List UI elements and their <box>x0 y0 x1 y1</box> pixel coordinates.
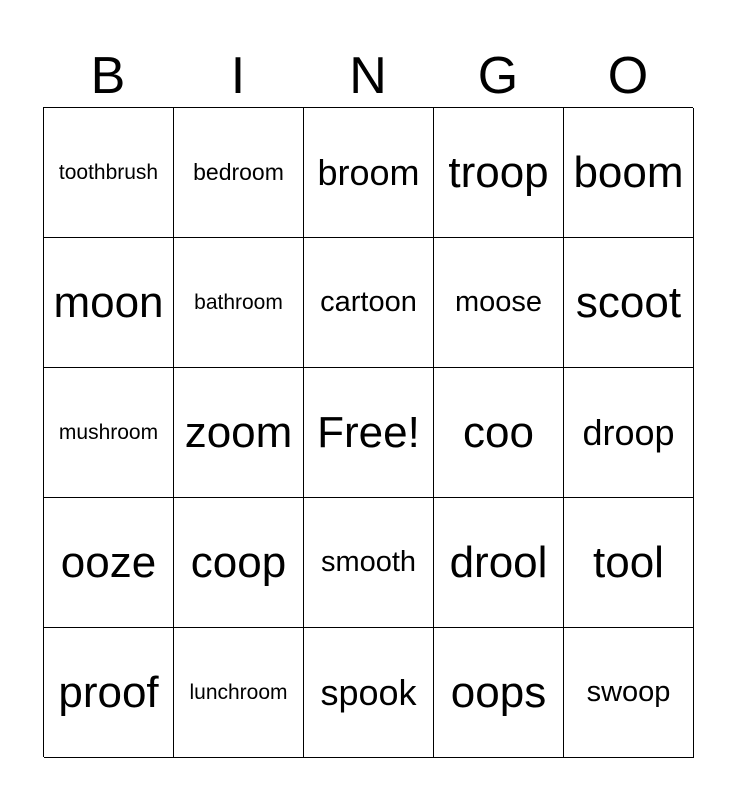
bingo-cell[interactable]: mushroom <box>44 368 174 498</box>
header-letter-g: G <box>477 47 519 105</box>
bingo-cell[interactable]: moon <box>44 238 174 368</box>
bingo-cell-free[interactable]: Free! <box>304 368 434 498</box>
header-letter-i: I <box>230 47 246 105</box>
bingo-cell[interactable]: boom <box>564 108 694 238</box>
bingo-cell[interactable]: troop <box>434 108 564 238</box>
bingo-cell[interactable]: cartoon <box>304 238 434 368</box>
bingo-header <box>43 46 693 106</box>
bingo-cell[interactable]: broom <box>304 108 434 238</box>
bingo-cell[interactable]: coo <box>434 368 564 498</box>
header-letter-o: O <box>607 47 649 105</box>
bingo-cell[interactable]: toothbrush <box>44 108 174 238</box>
header-letter-n: N <box>349 47 387 105</box>
bingo-cell[interactable]: lunchroom <box>174 628 304 758</box>
bingo-cell[interactable]: smooth <box>304 498 434 628</box>
bingo-cell[interactable]: droop <box>564 368 694 498</box>
bingo-cell[interactable]: tool <box>564 498 694 628</box>
bingo-cell[interactable]: ooze <box>44 498 174 628</box>
bingo-cell[interactable]: moose <box>434 238 564 368</box>
header-letter-b: B <box>90 47 126 105</box>
bingo-grid <box>43 107 693 757</box>
bingo-cell[interactable]: drool <box>434 498 564 628</box>
bingo-cell[interactable]: swoop <box>564 628 694 758</box>
bingo-cell[interactable]: coop <box>174 498 304 628</box>
bingo-cell[interactable]: oops <box>434 628 564 758</box>
bingo-cell[interactable]: scoot <box>564 238 694 368</box>
bingo-cell[interactable]: bedroom <box>174 108 304 238</box>
bingo-cell[interactable]: spook <box>304 628 434 758</box>
bingo-cell[interactable]: proof <box>44 628 174 758</box>
bingo-cell[interactable]: bathroom <box>174 238 304 368</box>
bingo-cell[interactable]: zoom <box>174 368 304 498</box>
